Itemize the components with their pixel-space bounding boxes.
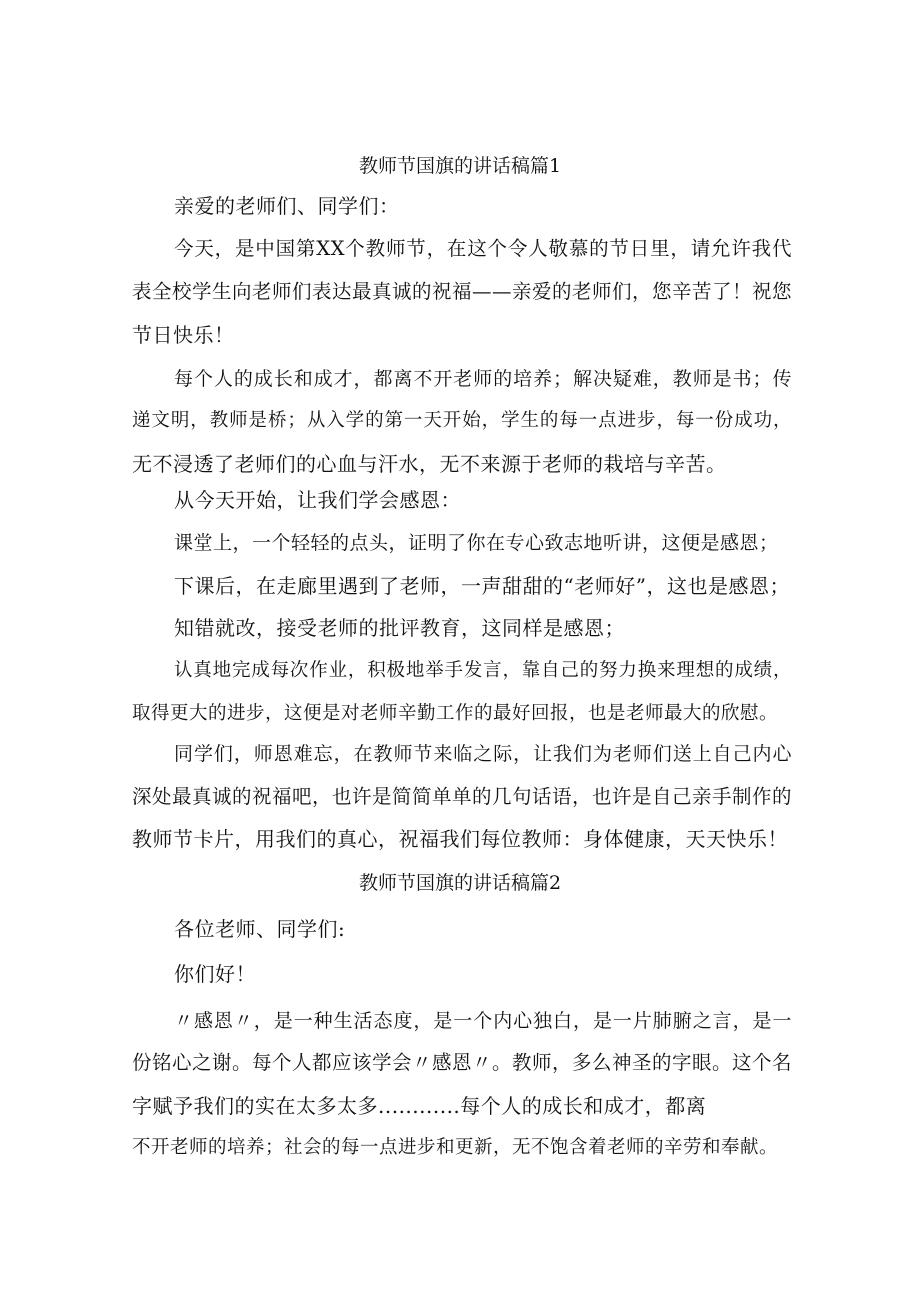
speech-1-p1-line-2: 表全校学生向老师们表达最真诚的祝福——亲爱的老师们，您辛苦了！祝您 [132,280,793,303]
speech-1-p3: 从今天开始，让我们学会感恩： [174,488,461,512]
speech-1-p1-line-3: 节日快乐！ [132,323,235,347]
speech-2-p1-line-3: 字赋予我们的实在太多太多............每个人的成长和成才，都离 [132,1094,707,1118]
speech-1-p2-line-2: 递文明，教师是桥；从入学的第一天开始，学生的每一点进步，每一份成功， [132,410,792,431]
speech-1-p8-line-3: 教师节卡片，用我们的真心，祝福我们每位教师：身体健康，天天快乐！ [132,827,788,851]
speech-1-p8-line-2: 深处最真诚的祝福吧，也许是简简单单的几句话语，也许是自己亲手制作的 [132,785,793,808]
speech-2-p1-line-2: 份铭心之谢。每个人都应该学会〃感恩〃。教师，多么神圣的字眼。这个名 [132,1051,793,1074]
speech-2-p1-line-1: 〃感恩〃，是一种生活态度，是一个内心独白，是一片肺腑之言，是一 [174,1010,792,1032]
speech-1-p1-line-1: 今天，是中国第XX个教师节，在这个令人敬慕的节日里，请允许我代 [174,237,792,260]
speech-1-p8-line-1: 同学们，师恩难忘，在教师节来临之际，让我们为老师们送上自己内心 [174,743,792,765]
speech-2-salutation: 各位老师、同学们: [174,917,346,941]
speech-1-p4: 课堂上，一个轻轻的点头，证明了你在专心致志地听讲，这便是感恩； [174,532,779,554]
speech-2-p1-line-4: 不开老师的培养；社会的每一点进步和更新，无不饱含着老师的辛劳和奉献。 [132,1137,779,1158]
speech-2-title: 教师节国旗的讲话稿篇2 [358,872,562,894]
speech-1-p2-line-1: 每个人的成长和成才，都离不开老师的培养；解决疑难，教师是书；传 [174,368,792,390]
speech-1-p2-line-3: 无不浸透了老师们的心血与汗水，无不来源于老师的栽培与辛苦。 [132,452,727,476]
speech-1-title: 教师节国旗的讲话稿篇1 [358,155,562,177]
speech-1-salutation: 亲爱的老师们、同学们： [174,194,400,218]
speech-1-p7-line-1: 认真地完成每次作业，积极地举手发言，靠自己的努力换来理想的成绩， [174,660,792,681]
speech-1-p7-line-2: 取得更大的进步，这便是对老师辛勤工作的最好回报，也是老师最大的欣慰。 [132,703,779,724]
speech-1-p6: 知错就改，接受老师的批评教育，这同样是感恩； [174,616,625,640]
speech-2-greeting: 你们好！ [174,962,256,986]
speech-1-p5: 下课后，在走廊里遇到了老师，一声甜甜的“老师好”，这也是感恩； [174,574,790,598]
